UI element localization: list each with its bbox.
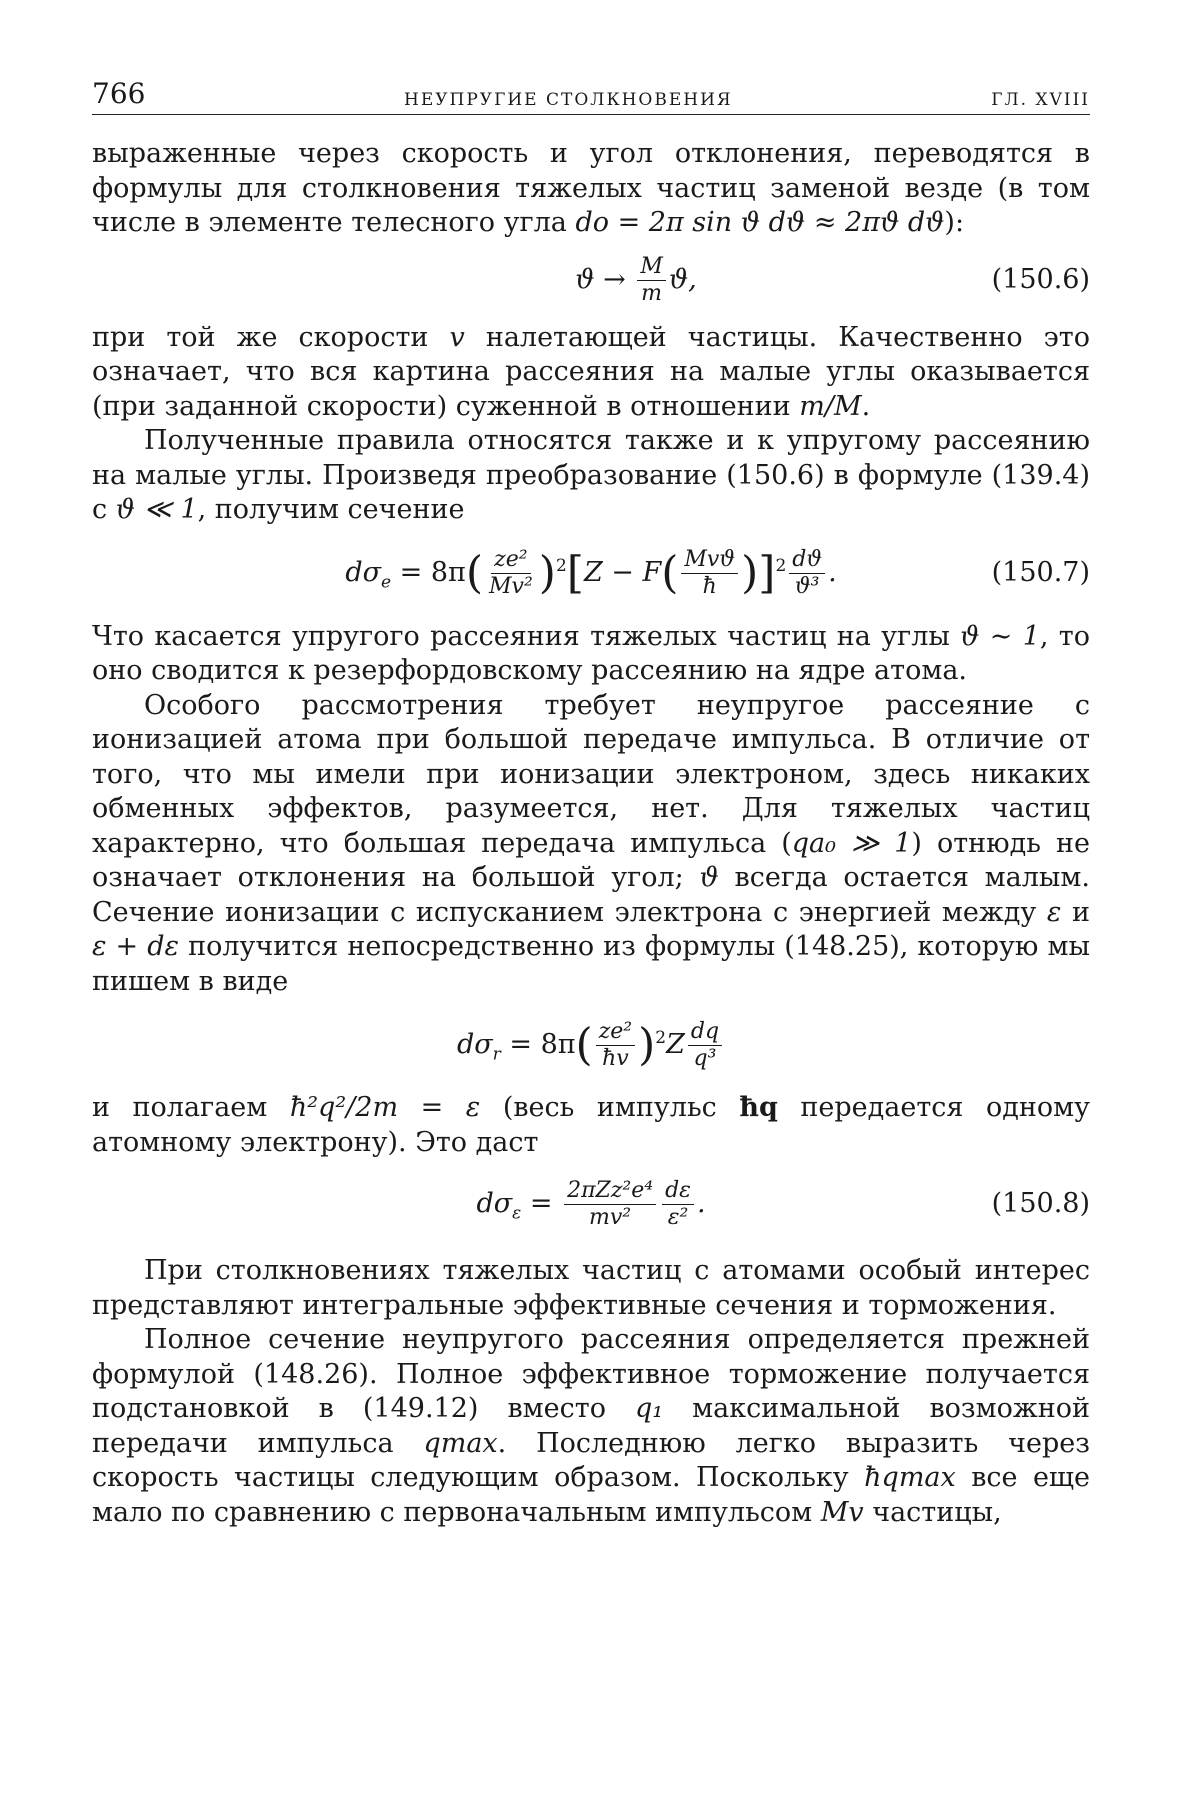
equation-number: (150.8): [991, 1187, 1090, 1219]
paragraph: При столкновениях тяжелых частиц с атомами особый интерес представляют интегральные эффективные сечения и торможения.: [92, 1255, 1090, 1321]
paragraph: Полученные правила относятся также и к упругому рассеянию на малые углы. Произведя преобразование (150.6) в формуле (139.4) с ϑ ≪ 1, получим сечение: [92, 425, 1090, 525]
equation-number: (150.7): [991, 557, 1090, 589]
equation-150-7: $d\sigma_e = 8\pi$( $\frac{\text{ze²}}{\text{Mv²}}$ )$^2$[Z − F( $\frac{\text{Mvϑ}}{ħ}$ )]$^2$ $\frac{dϑ}{\text{ϑ³}}$ . (150.7): [345, 547, 1090, 599]
paragraph: Что касается упругого рассеяния тяжелых частиц на углы ϑ ∼ 1, то оно сводится к резерфордовскому рассеянию на ядре атома.: [92, 620, 1090, 686]
equation-number: (150.6): [991, 264, 1090, 296]
equation-150-8: $d\sigma_\varepsilon$ = $\frac{\text{2πZz²e⁴}}{\text{mv²}}$ $\frac{d\varepsilon}{\text{ε²}}$ . (150.8): [476, 1177, 1090, 1230]
equation-unnumbered: $d\sigma_r = 8\pi$( $\frac{\text{ze²}}{ħv}$ )$^2$Z $\frac{dq}{\text{q³}}$: [92, 1003, 1090, 1087]
chapter-label: ГЛ. XVIII: [991, 90, 1090, 110]
paragraph: и полагаем ħ²q²/2m = ε (весь импульс ħq передается одному атомному электрону). Это даст: [92, 1092, 1091, 1158]
paragraph: Полное сечение неупругого рассеяния определяется прежней формулой (148.26). Полное эффективное торможение получается подстановкой в (149.12) вместо q₁ максимальной возможной передачи импульса qmax. Последнюю легко выразить через скорость частицы следующим образом. Поскольку ħqmax все еще мало по сравнению с первоначальным импульсом Mv частицы,: [92, 1324, 1091, 1528]
page-header: [92, 70, 1090, 115]
paragraph: при той же скорости v налетающей частицы. Качественно это означает, что вся картина рассеяния на малые углы оказывается (при заданной скорости) суженной в отношении m/M.: [92, 321, 1090, 422]
page-body: [92, 137, 1090, 1530]
book-page: [92, 70, 1090, 1530]
equation-150-6: ϑ → $\frac{M}{m}$ ϑ, (150.6): [575, 254, 1090, 306]
page-number: 766: [92, 77, 146, 110]
paragraph: Особого рассмотрения требует неупругое рассеяние с ионизацией атома при большой передаче импульса. В отличие от того, что мы имели при ионизации электроном, здесь никаких обменных эффектов, разумеется, нет. Для тяжелых частиц характерно, что большая передача импульса (qa₀ ≫ 1) отнюдь не означает отклонения на большой угол; ϑ всегда остается малым. Сечение ионизации с испусканием электрона с энергией между ε и ε + dε получится непосредственно из формулы (148.25), которую мы пишем в виде: [92, 689, 1091, 997]
running-title: НЕУПРУГИЕ СТОЛКНОВЕНИЯ: [404, 90, 733, 110]
paragraph: выраженные через скорость и угол отклонения, переводятся в формулы для столкновения тяжелых частиц заменой везде (в том числе в элементе телесного угла do = 2π sin ϑ dϑ ≈ 2πϑ dϑ):: [92, 138, 1090, 238]
